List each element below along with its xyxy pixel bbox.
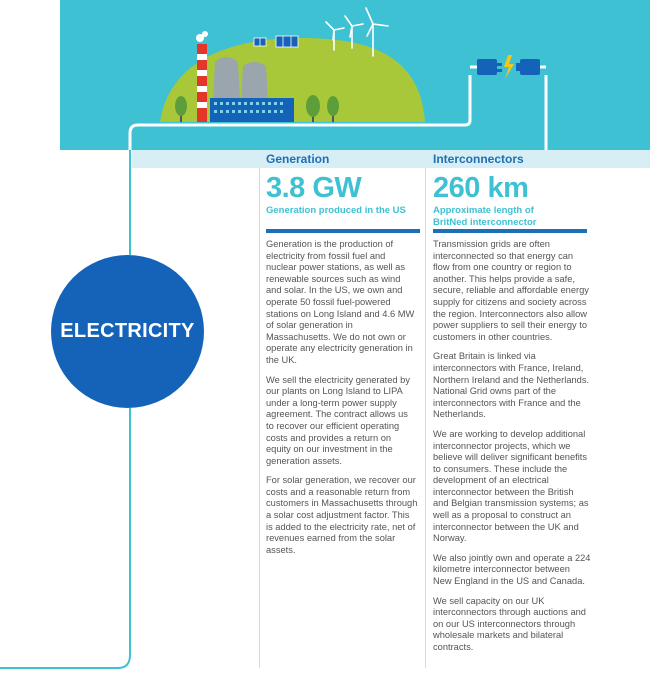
badge-label: ELECTRICITY [60,320,195,342]
interconnectors-headline: 260 km [433,172,529,204]
generation-paragraph: For solar generation, we recover our costs and a reasonable return from customers in Massachusetts through a solar cost adjustment factor. This is added to the electricity rate, net of revenues earned from the solar assets. [266,475,418,555]
generation-body [266,239,418,564]
electricity-badge [51,255,204,408]
interconnectors-paragraph: Transmission grids are often interconnected so that energy can flow from one country or region to another. This helps provide a safe, secure, reliable and affordable energy supply for citizens and society across the region. Interconnectors also allow power suppliers to sell their energy to customers in other countries. [433,239,589,342]
lightning-bolt-icon [504,55,514,79]
interconnectors-paragraph: We also jointly own and operate a 224 kilometre interconnector between New England in the US and Canada. [433,552,591,587]
generation-subheadline: Generation produced in the US [266,205,406,216]
generation-paragraph: Generation is the production of electricity from fossil fuel and nuclear power stations, as well as renewable sources such as wind and solar. In the US, we own and operate 50 fossil fuel-powered stations on Long Island and 4.6 MW of solar generation in Massachusetts. We do not own or operate any electricity generation in the UK. [266,239,415,365]
column-divider [425,168,426,668]
solar-panel-icon [254,36,298,47]
interconnectors-heading: Interconnectors [433,152,524,166]
interconnectors-subheadline: Approximate length of BritNed interconnector [433,205,537,228]
generation-heading: Generation [266,152,330,166]
interconnectors-paragraph: We sell capacity on our UK interconnectors through auctions and on our US interconnectors through wholesale markets and bilateral contracts. [433,595,586,652]
generation-headline: 3.8 GW [266,172,362,204]
generation-paragraph: We sell the electricity generated by our plants on Long Island to LIPA under a long-term power supply agreement. The contract allows us to recover our efficient operating costs and provides a return on equity on our investment in the generation assets. [266,374,411,466]
interconnectors-paragraph: Great Britain is linked via interconnectors with France, Ireland, Northern Ireland and the Netherlands. National Grid owns part of the interconnectors with France and the Netherlands. [433,351,590,420]
column-header-strip [132,150,650,168]
interconnectors-body [433,239,591,662]
column-divider [259,168,260,668]
generation-rule [266,229,420,233]
interconnectors-rule [433,229,587,233]
interconnectors-paragraph: We are working to develop additional interconnector projects, which we believe will deliver significant benefits to consumers. These include the development of an electrical interconnector between the British and Belgian transmission systems; as well as a proposal to construct an interconnector between the UK and Norway. [433,428,589,544]
